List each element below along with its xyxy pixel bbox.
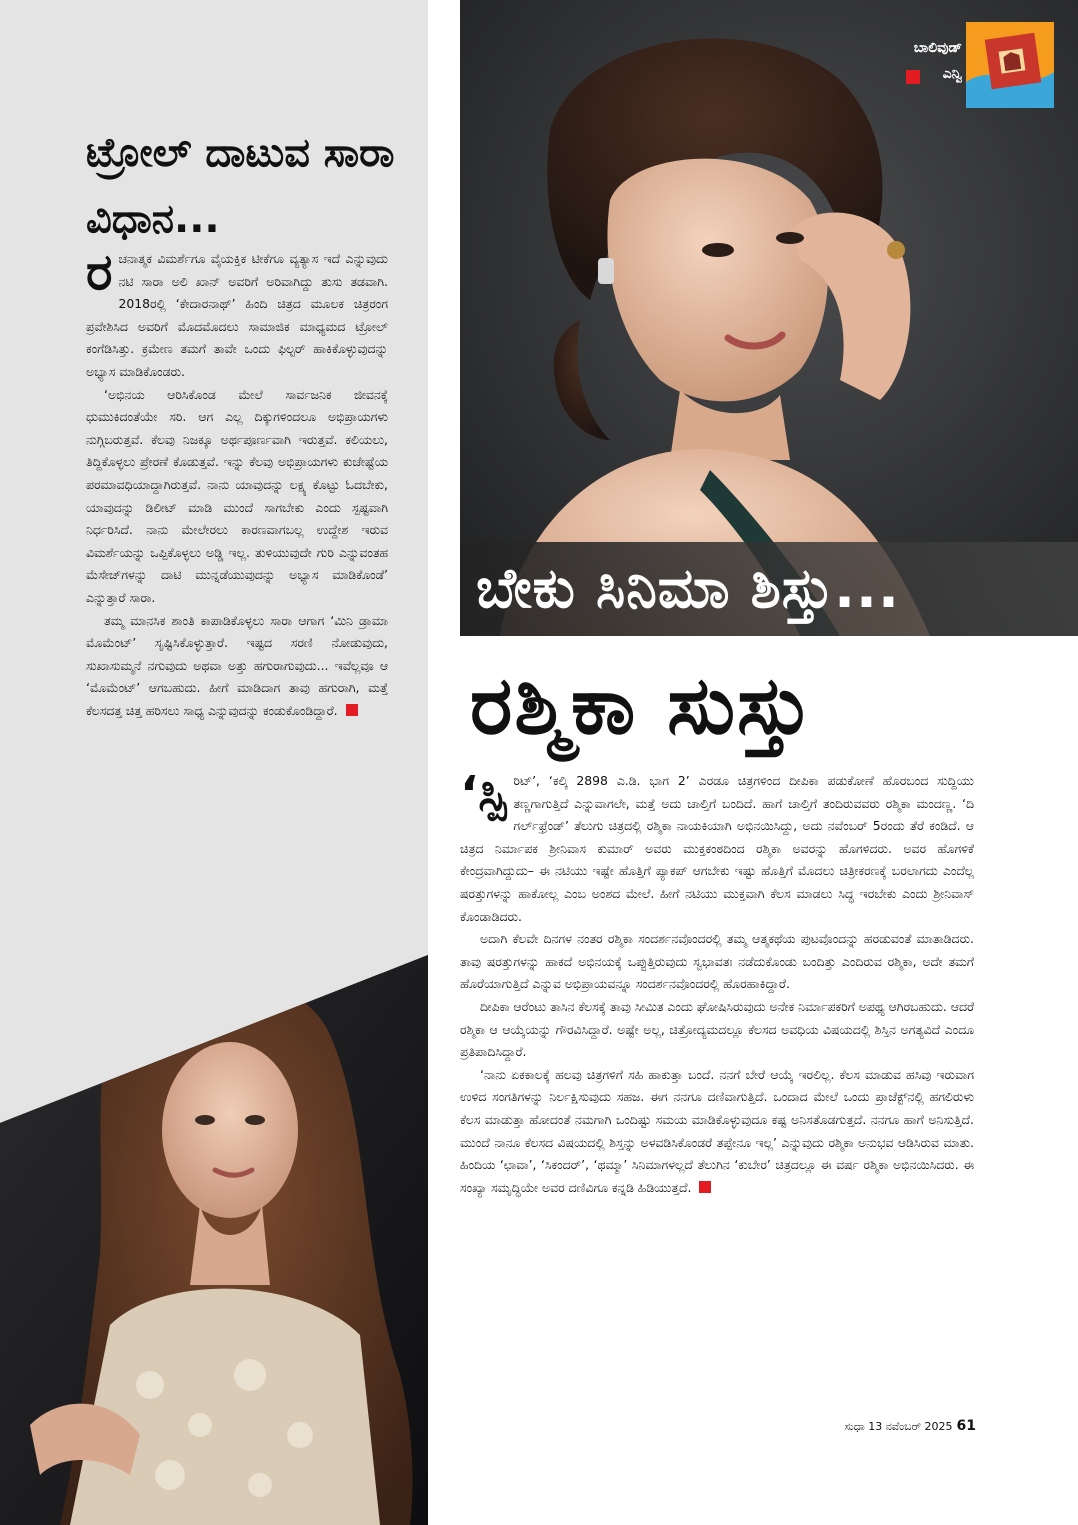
main-title: ರಶ್ಮಿಕಾ ಸುಸ್ತು [470, 659, 814, 752]
main-paragraph-text: ರಿಟ್’, ‘ಕಲ್ಕಿ 2898 ಎ.ಡಿ. ಭಾಗ 2’ ಎರಡೂ ಚಿತ್ರಗಳಿಂದ ದೀಪಿಕಾ ಪಡುಕೋಣೆ ಹೊರಬಂದ ಸುದ್ದಿಯು ತಣ್ಣಗಾಗುತ್ತಿದೆ ಎನ್ನುವಾಗಲೇ, ಮತ್ತೆ ಅದು ಚಾಲ್ತಿಗೆ ಬಂದಿದೆ. ಹಾಗೆ ಚಾಲ್ತಿಗೆ ತಂದಿರುವವರು ರಶ್ಮಿಕಾ ಮಂದಣ್ಣ. ‘ದಿ ಗರ್ಲ್‌ಫ್ರೆಂಡ್’ ತೆಲುಗು ಚಿತ್ರದಲ್ಲಿ ರಶ್ಮಿಕಾ ನಾಯಕಿಯಾಗಿ ಅಭಿನಯಿಸಿದ್ದು, ಅದು ನವೆಂಬರ್ 5ರಂದು ತೆರೆ ಕಂಡಿದೆ. ಆ ಚಿತ್ರದ ನಿರ್ಮಾಪಕ ಶ್ರೀನಿವಾಸ ಕುಮಾರ್ ಅವರು ಮುಕ್ತಕಂಠದಿಂದ ರಶ್ಮಿಕಾ ಅವರನ್ನು ಹೊಗಳಿದರು. ಅವರ ಹೊಗಳಿಕೆ ಕೇಂದ್ರವಾಗಿದ್ದುದು– ಈ ನಟಿಯು ಇಷ್ಟೇ ಹೊತ್ತಿಗೆ ಪ್ಯಾಕಪ್ ಆಗಬೇಕು ಇಷ್ಟು ಹೊತ್ತಿಗೆ ಮೊದಲು ಚಿತ್ರೀಕರಣಕ್ಕೆ ಬರಲಾಗದು ಎಂದೆಲ್ಲ ಷರತ್ತುಗಳನ್ನು ಹಾಕೋಲ್ಲ ಎಂಬ ಅಂಶದ ಮೇಲೆ. ಹೀಗೆ ನಟಿಯು ಮುಕ್ತವಾಗಿ ಕೆಲಸ ಮಾಡಲು ಸಿದ್ಧ ಇರಬೇಕು ಎಂದು ಶ್ರೀನಿವಾಸ್ ಕೊಂಡಾಡಿದರು. [460, 773, 974, 924]
hero-caption: ಬೇಕು ಸಿನಿಮಾ ಶಿಸ್ತು... [476, 556, 900, 620]
page-footer [826, 1418, 976, 1434]
sidebar-dropcap: ರ [86, 243, 113, 301]
end-mark-icon [699, 1181, 711, 1193]
sidebar-paragraph [86, 610, 388, 723]
main-paragraph: ದೀಪಿಕಾ ಆರೆಂಟು ತಾಸಿನ ಕೆಲಸಕ್ಕೆ ತಾವು ಸೀಮಿತ ಎಂದು ಘೋಷಿಸಿರುವುದು ಅನೇಕ ನಿರ್ಮಾಪಕರಿಗೆ ಅಪಥ್ಯ ಆಗಿರಬಹುದು. ಆದರೆ ರಶ್ಮಿಕಾ ಆ ಆಯ್ಕೆಯನ್ನು ಗೌರವಿಸಿದ್ದಾರೆ. ಅಷ್ಟೇ ಅಲ್ಲ, ಚಿತ್ರೋದ್ಯಮದಲ್ಲೂ ಕೆಲಸದ ಅವಧಿಯ ವಿಷಯದಲ್ಲಿ ಶಿಸ್ತಿನ ಅಗತ್ಯವಿದೆ ಎಂದೂ ಪ್ರತಿಪಾದಿಸಿದ್ದಾರೆ. [460, 998, 975, 1060]
sidebar-paragraph: ‘ಅಭಿನಯ ಆರಿಸಿಕೊಂಡ ಮೇಲೆ ಸಾರ್ವಜನಿಕ ಜೀವನಕ್ಕೆ ಧುಮುಕಿದಂತೆಯೇ ಸರಿ. ಆಗ ಎಲ್ಲ ದಿಕ್ಕುಗಳಿಂದಲೂ ಅಭಿಪ್ರಾಯಗಳು ನುಗ್ಗಿಬರುತ್ತವೆ. ಕೆಲವು ನಿಜಕ್ಕೂ ಅರ್ಥಪೂರ್ಣವಾಗಿ ಇರುತ್ತವೆ. ಕಲಿಯಲು, ತಿದ್ದಿಕೊಳ್ಳಲು ಪ್ರೇರಣೆ ಕೊಡುತ್ತವೆ. ಇನ್ನು ಕೆಲವು ಅಭಿಪ್ರಾಯಗಳು ಕುಚೇಷ್ಟೆಯ ಪರಮಾವಧಿಯಾದ್ದಾಗಿರುತ್ತವೆ. ನಾನು ಯಾವುದನ್ನು ಲಕ್ಷ್ಯ ಕೊಟ್ಟು ಓದಬೇಕು, ಯಾವುದನ್ನು ಡಿಲೀಟ್ ಮಾಡಿ ಮುಂದೆ ಸಾಗಬೇಕು ಎಂದು ಸ್ಪಷ್ಟವಾಗಿ ನಿರ್ಧರಿಸಿದೆ. ನಾನು ಮೇಲೇರಲು ಕಾರಣವಾಗಬಲ್ಲ ಉದ್ದೇಶ ಇರುವ ವಿಮರ್ಶೆಯನ್ನು ಒಪ್ಪಿಕೊಳ್ಳಲು ಅಡ್ಡಿ ಇಲ್ಲ. ತುಳಿಯುವುದೇ ಗುರಿ ಎನ್ನುವಂತಹ ಮೆಸೇಜ್‌ಗಳನ್ನು ದಾಟಿ ಮುನ್ನಡೆಯುವುದನ್ನು ಅಭ್ಯಾಸ ಮಾಡಿಕೊಂಡೆ’ ಎನ್ನುತ್ತಾರೆ ಸಾರಾ. [86, 386, 388, 605]
main-paragraph: ಅದಾಗಿ ಕೆಲವೇ ದಿನಗಳ ನಂತರ ರಶ್ಮಿಕಾ ಸಂದರ್ಶನವೊಂದರಲ್ಲಿ ತಮ್ಮ ಆತ್ಮಕಥೆಯ ಪುಟವೊಂದನ್ನು ಹರಡುವಂತೆ ಮಾತಾಡಿದರು. ತಾವು ಷರತ್ತುಗಳನ್ನು ಹಾಕದೆ ಅಭಿನಯಕ್ಕೆ ಒಪ್ಪುತ್ತಿರುವುದು ಸ್ವಭಾವತಃ ನಡೆದುಕೊಂಡು ಬಂದಿತ್ತು ಎಂದಿರುವ ರಶ್ಮಿಕಾ, ಅದೇ ತಮಗೆ ಹೊರೆಯಾಗುತ್ತಿದೆ ಎನ್ನುವ ಅಭಿಪ್ರಾಯವನ್ನೂ ಸಂದರ್ಶನವೊಂದರಲ್ಲಿ ಹೊರಹಾಕಿದ್ದಾರೆ. [460, 931, 974, 992]
main-paragraph [460, 766, 974, 928]
main-paragraph [460, 1064, 974, 1200]
sidebar-paragraph-text: ತಮ್ಮ ಮಾನಸಿಕ ಶಾಂತಿ ಕಾಪಾಡಿಕೊಳ್ಳಲು ಸಾರಾ ಆಗಾಗ ‘ಮಿನಿ ಡ್ರಾಮಾ ಮೊಮೆಂಟ್’ ಸೃಷ್ಟಿಸಿಕೊಳ್ಳುತ್ತಾರೆ. ಇಷ್ಟದ ಸರಣಿ ನೋಡುವುದು, ಸುಖಾಸುಮ್ಮನೆ ನಗುವುದು ಅಥವಾ ಅತ್ತು ಹಗುರಾಗುವುದು... ಇವೆಲ್ಲವೂ ಆ ‘ಮೊಮೆಂಟ್’ ಆಗಬಹುದು. ಹೀಗೆ ಮಾಡಿದಾಗ ತಾವು ಹಗುರಾಗಿ, ಮತ್ತೆ ಕೆಲಸದತ್ತ ಚಿತ್ತ ಹರಿಸಲು ಸಾಧ್ಯ ಎನ್ನುವುದನ್ನು ಕಂಡುಕೊಂಡಿದ್ದಾರೆ. [86, 612, 388, 718]
main-paragraph-text: ‘ನಾನು ಏಕಕಾಲಕ್ಕೆ ಹಲವು ಚಿತ್ರಗಳಿಗೆ ಸಹಿ ಹಾಕುತ್ತಾ ಬಂದೆ. ನನಗೆ ಬೇರೆ ಆಯ್ಕೆ ಇರಲಿಲ್ಲ. ಕೆಲಸ ಮಾಡುವ ಹಸಿವು ಇರುವಾಗ ಉಳಿದ ಸಂಗತಿಗಳನ್ನು ನಿರ್ಲಕ್ಷಿಸುವುದು ಸಹಜ. ಈಗ ನನಗೂ ದಣಿವಾಗುತ್ತಿದೆ. ಒಂದಾದ ಮೇಲೆ ಒಂದು ಪ್ರಾಜೆಕ್ಟ್‌ನಲ್ಲಿ ಹಗಲಿರುಳು ಕೆಲಸ ಮಾಡುತ್ತಾ ಹೋದಂತೆ ನಮಗಾಗಿ ಒಂದಿಷ್ಟು ಸಮಯ ಮಾಡಿಕೊಳ್ಳುವುದೂ ಕಷ್ಟ ಅನಿಸತೊಡಗುತ್ತದೆ. ನನಗೂ ಹಾಗೆ ಅನಿಸುತ್ತಿದೆ. ಮುಂದೆ ನಾನೂ ಕೆಲಸದ ವಿಷಯದಲ್ಲಿ ಶಿಸ್ತನ್ನು ಅಳವಡಿಸಿಕೊಂಡರೆ ತಪ್ಪೇನೂ ಇಲ್ಲ’ ಎನ್ನುವುದು ರಶ್ಮಿಕಾ ಅನುಭವ ಆಡಿಸಿರುವ ಮಾತು. ಹಿಂದಿಯ ‘ಛಾವಾ’, ‘ಸಿಕಂದರ್’, ‘ಥಮ್ಮಾ’ ಸಿನಿಮಾಗಳಲ್ಲದೆ ತೆಲುಗಿನ ‘ಕುಬೇರ’ ಚಿತ್ರದಲ್ಲೂ ಈ ವರ್ಷ ರಶ್ಮಿಕಾ ಅಭಿನಯಿಸಿದರು. ಈ ಸಂಖ್ಯಾ ಸಮೃದ್ಧಿಯೇ ಅವರ ದಣಿವಿಗೂ ಕನ್ನಡಿ ಹಿಡಿಯುತ್ತದೆ. [460, 1066, 974, 1195]
section-sub-label: ಎನ್ವಿ [942, 66, 962, 82]
sidebar-article [86, 243, 388, 722]
film-reel-icon [966, 22, 1054, 108]
sidebar-paragraph [86, 243, 388, 384]
page-number: 61 [956, 1418, 976, 1434]
end-mark-icon [346, 704, 358, 716]
section-badge [966, 22, 1054, 108]
issue-info: ಸುಧಾ 13 ನವೆಂಬರ್ 2025 [844, 1420, 953, 1433]
sidebar-paragraph-text: ಚನಾತ್ಮಕ ವಿಮರ್ಶೆಗೂ ವೈಯಕ್ತಿಕ ಟೀಕೆಗೂ ವ್ಯತ್ಯಾಸ ಇದೆ ಎನ್ನುವುದು ನಟಿ ಸಾರಾ ಅಲಿ ಖಾನ್ ಅವರಿಗೆ ಅರಿವಾಗಿದ್ದು ತುಸು ತಡವಾಗಿ. 2018ರಲ್ಲಿ ‘ಕೇದಾರನಾಥ್’ ಹಿಂದಿ ಚಿತ್ರದ ಮೂಲಕ ಚಿತ್ರರಂಗ ಪ್ರವೇಶಿಸಿದ ಅವರಿಗೆ ಮೊದಮೊದಲು ಸಾಮಾಜಿಕ ಮಾಧ್ಯಮದ ಟ್ರೋಲ್ ಕಂಗೆಡಿಸಿತ್ತು. ಕ್ರಮೇಣ ತಮಗೆ ತಾವೇ ಒಂದು ಫಿಲ್ಟರ್ ಹಾಕಿಕೊಳ್ಳುವುದನ್ನು ಅಭ್ಯಾಸ ಮಾಡಿಕೊಂಡರು. [86, 251, 388, 379]
main-dropcap: ‘ಸ್ಪಿ [460, 766, 508, 822]
sidebar-title: ಟ್ರೋಲ್ ದಾಟುವ ಸಾರಾ ವಿಧಾನ... [86, 130, 395, 242]
section-label: ಬಾಲಿವುಡ್ [913, 40, 962, 56]
main-article [460, 766, 975, 1199]
